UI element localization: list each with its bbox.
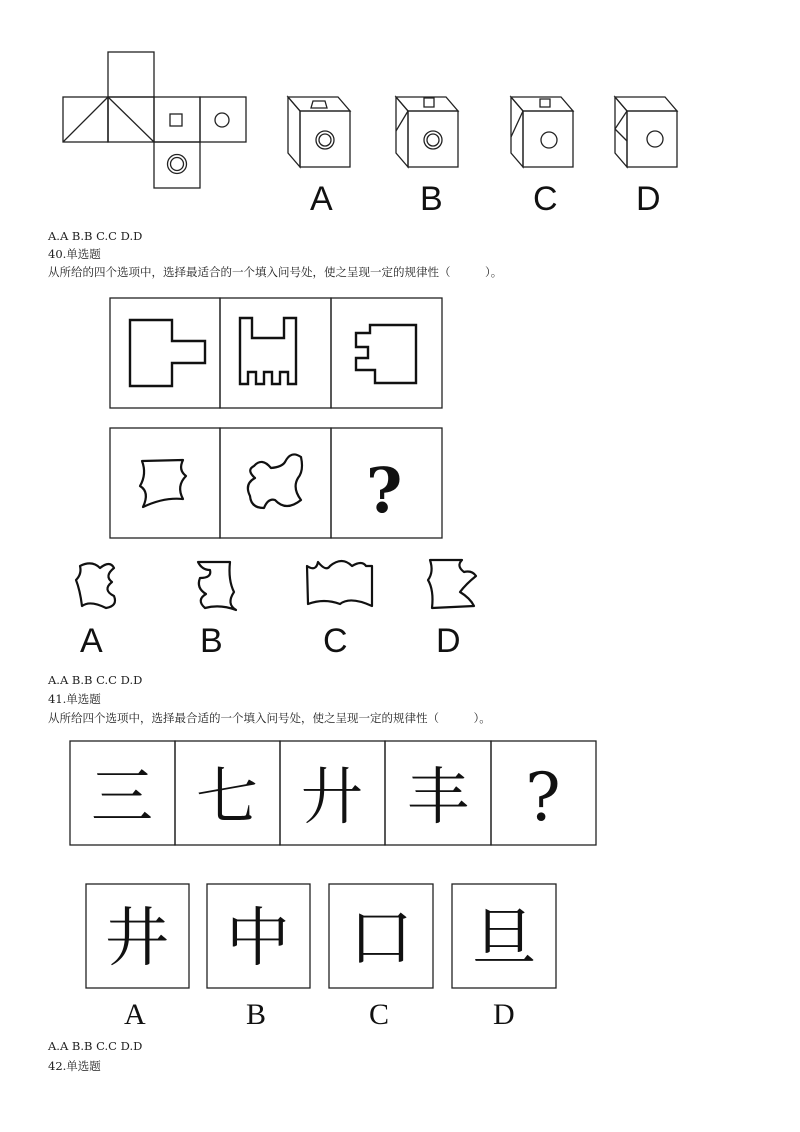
q40-question-mark: ? — [366, 454, 403, 527]
q39-label-c[interactable]: C — [533, 180, 558, 218]
q40-label-d[interactable]: D — [436, 622, 461, 660]
q40-prompt: 从所给的四个选项中，选择最适合的一个填入问号处，使之呈现一定的规律性（ ）。 — [48, 265, 503, 279]
q41-prompt: 从所给四个选项中，选择最合适的一个填入问号处，使之呈现一定的规律性（ ）。 — [48, 711, 491, 725]
q41-label-a[interactable]: A — [124, 998, 146, 1031]
q40-label-a[interactable]: A — [80, 622, 103, 660]
q42-number: 42.单选题 — [48, 1059, 101, 1073]
q41-question-mark: ? — [525, 759, 561, 836]
q41-seq-1: 三 — [90, 760, 154, 833]
q41-seq-3: 廾 — [300, 760, 364, 833]
q39-answer-line: A.A B.B C.C D.D — [48, 229, 143, 243]
q41-seq-2: 七 — [195, 760, 259, 833]
q39-label-a[interactable]: A — [310, 180, 333, 218]
q41-option-a-char[interactable]: 井 — [105, 902, 169, 976]
q41-option-b-char[interactable]: 中 — [226, 902, 290, 976]
q41-option-d-char[interactable]: 旦 — [472, 902, 536, 976]
q40-answer-line: A.A B.B C.C D.D — [48, 673, 143, 687]
q41-label-c[interactable]: C — [369, 998, 390, 1031]
q41-label-b[interactable]: B — [246, 998, 267, 1031]
q41-number: 41.单选题 — [48, 692, 101, 706]
q41-option-c-char[interactable]: 口 — [349, 902, 413, 976]
q41-seq-4: 丰 — [406, 760, 470, 833]
q40-label-b[interactable]: B — [200, 622, 223, 660]
q41-answer-line: A.A B.B C.C D.D — [48, 1039, 143, 1053]
q39-label-d[interactable]: D — [636, 180, 661, 218]
q41-label-d[interactable]: D — [493, 998, 515, 1031]
q40-label-c[interactable]: C — [323, 622, 348, 660]
q40-number: 40.单选题 — [48, 247, 101, 261]
q39-label-b[interactable]: B — [420, 180, 443, 218]
